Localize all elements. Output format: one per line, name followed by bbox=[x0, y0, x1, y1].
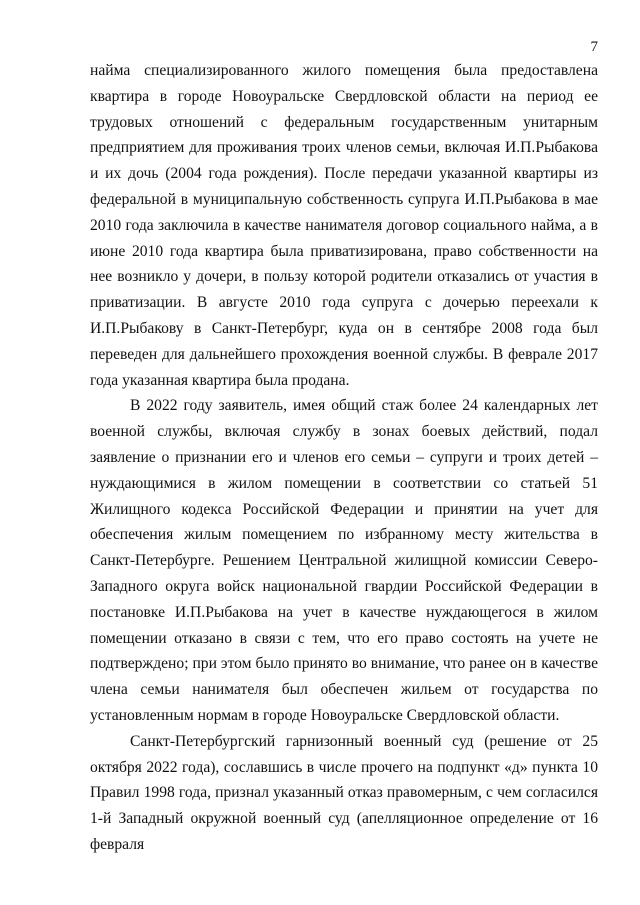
document-body bbox=[90, 58, 598, 858]
paragraph-application-2022: В 2022 году заявитель, имея общий стаж более 24 календарных лет военной службы, включая службу в зонах боевых действий, подал заявление о признании его и членов его семьи – супруги и троих детей – нуждающимися в жилом помещении в соответствии со статьей 51 Жилищного кодекса Российской Федерации и принятии на учет для обеспечения жилым помещением по избранному месту жительства в Санкт-Петербурге. Решением Центральной жилищной комиссии Северо-Западного округа войск национальной гвардии Российской Федерации в постановке И.П.Рыбакова на учет в качестве нуждающегося в жилом помещении отказано в связи с тем, что его право состоять на учете не подтверждено; при этом было принято во внимание, что ранее он в качестве члена семьи нанимателя был обеспечен жильем от государства по установленным нормам в городе Новоуральске Свердловской области. bbox=[90, 397, 598, 724]
paragraph-continuation: найма специализированного жилого помещения была предоставлена квартира в городе Новоуральске Свердловской области на период ее трудовых отношений с федеральным государственным унитарным предприятием для проживания троих членов семьи, включая И.П.Рыбакова и их дочь (2004 года рождения). После передачи указанной квартиры из федеральной в муниципальную собственность супруга И.П.Рыбакова в мае 2010 года заключила в качестве нанимателя договор социального найма, а в июне 2010 года квартира была приватизирована, право собственности на нее возникло у дочери, в пользу которой родители отказались от участия в приватизации. В августе 2010 года супруга с дочерью переехали к И.П.Рыбакову в Санкт-Петербург, куда он в сентябре 2008 года был переведен для дальнейшего прохождения военной службы. В феврале 2017 года указанная квартира была продана. bbox=[90, 62, 598, 389]
paragraph-court-decision: Санкт-Петербургский гарнизонный военный суд (решение от 25 октября 2022 года), сославшись в числе прочего на подпункт «д» пункта 10 Правил 1998 года, признал указанный отказ правомерным, с чем согласился 1-й Западный окружной военный суд (апелляционное определение от 16 февраля bbox=[90, 732, 598, 853]
page-number: 7 bbox=[590, 39, 598, 55]
